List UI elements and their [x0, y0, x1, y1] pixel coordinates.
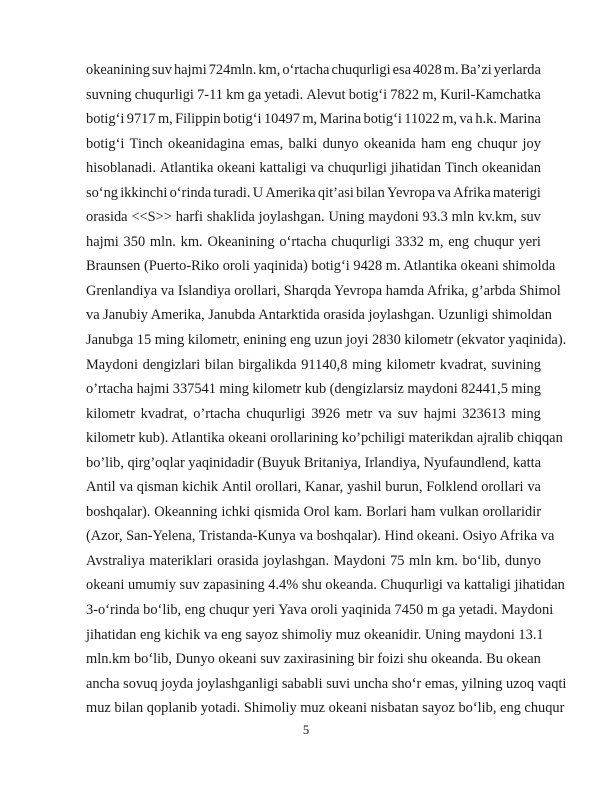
word: hajmi: [423, 405, 457, 422]
word: Ba’zi: [460, 62, 492, 78]
word: Avstraliya: [86, 552, 145, 569]
text-line: kilometr kub). Atlantika okeani orollarining ko’pchiligi materikdan ajralib chiqqan: [86, 430, 563, 447]
text-line: [86, 230, 541, 255]
word: orollaridir: [482, 503, 541, 520]
word: Yevropa: [387, 184, 436, 201]
word: materiklari: [149, 552, 213, 569]
text-line: muz bilan qoplanib yotadi. Shimoliy muz okeani nisbatan sayoz bo‘lib, eng chuqur: [86, 700, 565, 717]
word: chuqurligi: [134, 86, 194, 103]
word: birgalikda: [238, 356, 297, 373]
body-text: [86, 58, 567, 721]
word: Britaniya,: [303, 454, 362, 471]
word: (Buyuk: [257, 454, 301, 471]
word: materigi: [492, 184, 541, 201]
word: vulkan: [439, 503, 479, 520]
word: m,: [442, 111, 457, 128]
word: 337541: [172, 381, 216, 398]
word: hajmi: [136, 381, 170, 398]
word: mln: [409, 552, 432, 569]
word: va: [459, 111, 473, 128]
word: qit’asi: [317, 184, 354, 201]
word: boshqalar).: [86, 503, 151, 520]
text-line: [86, 156, 541, 181]
word: ming: [511, 405, 541, 422]
word: katta: [513, 454, 541, 471]
word: U: [252, 184, 264, 201]
word: kichik: [182, 479, 219, 496]
word: okean: [506, 651, 541, 668]
word: dengizlari: [142, 356, 201, 373]
text-line: Grenlandiya va Islandiya orollari, Sharqda Yevropa hamda Afrika, g’arbda Shimol: [86, 282, 561, 299]
text-line: okeani umumiy suv zapasining 4.4% shu okeanda. Chuqurligi va kattaligi jihatidan: [86, 577, 565, 594]
word: qirg’oqlar: [127, 454, 185, 471]
page-number: 5: [302, 723, 310, 737]
word: Irlandiya,: [364, 454, 421, 471]
word: m,: [422, 86, 437, 103]
word: dunyo: [504, 552, 541, 569]
word: ming: [219, 381, 249, 398]
word: 4028: [412, 62, 442, 78]
word: o’rtacha: [193, 405, 241, 422]
word: botig‘i: [86, 111, 125, 128]
word: m.: [443, 62, 459, 78]
word: chuqurligi: [331, 233, 391, 250]
word: yerlarda: [493, 62, 541, 78]
word: okeanida: [363, 135, 416, 152]
word: (dengizlarsiz: [329, 381, 404, 398]
word: Atlantika: [159, 160, 214, 177]
word: Kuril-Kamchatka: [440, 86, 541, 103]
word: va: [527, 479, 541, 496]
word: emas,: [250, 135, 284, 152]
word: okeanidagina: [168, 135, 245, 152]
word: Nyufaundlend,: [423, 454, 510, 471]
word: bo‘lib,: [462, 552, 501, 569]
word: ichki: [221, 503, 251, 520]
word: kilometr: [86, 405, 135, 422]
word: bo’lib,: [86, 454, 124, 471]
text-line: [86, 353, 541, 378]
text-line: (Azor, San-Yelena, Tristanda-Kunya va boshqalar). Hind okeani. Osiyo Afrika va: [86, 528, 555, 545]
word: <<S>>: [131, 209, 172, 226]
word: suv: [151, 62, 172, 78]
word: yetadi.: [264, 86, 304, 103]
word: 7822: [390, 86, 420, 103]
word: maydoni: [407, 381, 458, 398]
word: bir: [357, 651, 374, 668]
word: joylashgan.: [263, 552, 330, 569]
word: 11022: [404, 111, 440, 128]
word: m,: [302, 111, 318, 128]
word: foizi: [377, 651, 404, 668]
text-line: va Janubiy Amerika, Janubda Antarktida orasida joylashgan. Uzunligi shimoldan: [86, 307, 553, 324]
word: Kanar,: [305, 479, 344, 496]
word: kilometr: [252, 381, 302, 398]
word: 82441,5: [461, 381, 508, 398]
word: o‘rtacha: [282, 62, 330, 78]
word: suv: [520, 209, 541, 226]
word: okeani: [217, 160, 256, 177]
word: o‘rtacha: [279, 233, 327, 250]
text-line: [86, 132, 541, 157]
text-line: [86, 181, 541, 206]
text-line: [86, 402, 541, 427]
word: Marina: [499, 111, 541, 128]
word: 323613: [462, 405, 506, 422]
word: qismida: [254, 503, 300, 520]
word: jihatidan: [390, 160, 442, 177]
word: joylashgan.: [258, 209, 325, 226]
word: mln.: [149, 233, 176, 250]
word: balki: [288, 135, 318, 152]
word: maydoni: [368, 209, 419, 226]
word: bilan: [204, 356, 234, 373]
word: ming: [511, 381, 541, 398]
word: km,: [258, 62, 281, 78]
word: kattaligi: [259, 160, 307, 177]
word: shaklida: [206, 209, 255, 226]
word: o’rtacha: [86, 381, 134, 398]
word: chuqurligi: [331, 62, 391, 78]
word: hajmi: [173, 62, 207, 78]
text-line: [86, 58, 541, 83]
word: Tinch: [129, 135, 163, 152]
word: yaqinidadir: [188, 454, 254, 471]
text-line: [86, 377, 541, 402]
word: o‘rinda: [169, 184, 212, 201]
word: joy: [522, 135, 541, 152]
word: Orol: [303, 503, 330, 520]
word: km.: [180, 233, 203, 250]
word: Okeanning: [154, 503, 218, 520]
word: suv: [397, 405, 418, 422]
word: orasida: [217, 552, 259, 569]
word: hajmi: [86, 233, 119, 250]
word: ming: [352, 356, 382, 373]
word: turadi.: [213, 184, 251, 201]
word: Bu: [486, 651, 503, 668]
word: va: [378, 405, 392, 422]
word: ham: [410, 503, 436, 520]
word: Okeanining: [207, 233, 275, 250]
word: va: [119, 479, 133, 496]
word: 7-11: [197, 86, 223, 103]
text-line: [86, 107, 541, 132]
word: va: [310, 160, 324, 177]
word: bo‘lib,: [133, 651, 172, 668]
word: botig‘i: [348, 86, 388, 103]
word: okeanidan: [481, 160, 541, 177]
word: mln: [451, 209, 475, 226]
word: Amerika: [265, 184, 316, 201]
word: chuqur: [473, 233, 514, 250]
text-line: Braunsen (Puerto-Riko oroli yaqinida) botig‘i 9428 m. Atlantika okeani shimolda: [86, 258, 556, 275]
word: okeanining: [86, 62, 150, 78]
word: kam.: [333, 503, 363, 520]
word: burun,: [385, 479, 423, 496]
word: ikkinchi: [120, 184, 168, 201]
word: Filippin: [175, 111, 221, 128]
word: ga: [247, 86, 262, 103]
word: chuqurligi: [246, 405, 306, 422]
word: kvadrat,: [140, 405, 188, 422]
word: Dunyo: [175, 651, 215, 668]
word: yashil: [347, 479, 382, 496]
text-line: [86, 83, 541, 108]
word: h.k.: [475, 111, 497, 128]
word: Maydoni: [86, 356, 138, 373]
word: suv: [260, 651, 281, 668]
word: mln.km: [86, 651, 131, 668]
word: va: [437, 184, 451, 201]
word: kilometr: [386, 356, 436, 373]
word: botig‘i: [86, 135, 125, 152]
word: suvning: [86, 86, 132, 103]
word: 91140,8: [301, 356, 348, 373]
word: m,: [157, 111, 173, 128]
word: ham: [421, 135, 446, 152]
word: 724mln.: [208, 62, 257, 78]
word: 350: [123, 233, 146, 250]
word: 75: [390, 552, 405, 569]
word: 3926: [311, 405, 341, 422]
word: Antil: [86, 479, 116, 496]
word: metr: [345, 405, 373, 422]
word: okeanda.: [430, 651, 483, 668]
word: km: [226, 86, 245, 103]
word: Afrika: [453, 184, 491, 201]
word: 93.3: [422, 209, 448, 226]
word: Maydoni: [333, 552, 386, 569]
word: kv.km,: [477, 209, 517, 226]
word: bilan: [356, 184, 385, 201]
word: Folklend: [426, 479, 478, 496]
word: Antil: [221, 479, 252, 496]
word: Alevut: [306, 86, 346, 103]
word: 3332: [395, 233, 424, 250]
text-line: [86, 205, 541, 230]
word: so‘ng: [86, 184, 118, 201]
word: m,: [428, 233, 444, 250]
word: yeri: [518, 233, 541, 250]
text-line: [86, 549, 541, 574]
word: chuqur: [477, 135, 518, 152]
text-line: Janubga 15 ming kilometr, enining eng uzun joyi 2830 kilometr (ekvator yaqinida).: [86, 332, 567, 349]
word: botig‘i: [363, 111, 402, 128]
text-line: ancha sovuq joyda joylashganligi sababli suvi uncha sho‘r emas, yilning uzoq vaqti: [86, 675, 567, 692]
text-line: [86, 451, 541, 476]
word: harfi: [175, 209, 203, 226]
text-line: 3-o‘rinda bo‘lib, eng chuqur yeri Yava oroli yaqinida 7450 m ga yetadi. Maydoni: [86, 602, 554, 619]
word: hisoblanadi.: [86, 160, 156, 177]
word: 10497: [263, 111, 300, 128]
word: kub: [304, 381, 327, 398]
word: eng: [448, 233, 470, 250]
text-line: [86, 475, 541, 500]
word: okeani: [218, 651, 257, 668]
word: chuqurligi: [327, 160, 387, 177]
word: dunyo: [322, 135, 359, 152]
word: kvadrat,: [439, 356, 487, 373]
word: suvining: [491, 356, 541, 373]
word: Borlari: [366, 503, 407, 520]
word: qisman: [136, 479, 179, 496]
word: eng: [451, 135, 472, 152]
word: orasida: [86, 209, 128, 226]
word: zaxirasining: [283, 651, 355, 668]
word: orollari,: [255, 479, 302, 496]
word: 9717: [126, 111, 156, 128]
word: km.: [435, 552, 458, 569]
word: Uning: [328, 209, 365, 226]
word: shu: [407, 651, 428, 668]
text-line: [86, 500, 541, 525]
word: Marina: [319, 111, 362, 128]
word: Tinch: [444, 160, 478, 177]
word: botig‘i: [223, 111, 262, 128]
word: esa: [392, 62, 411, 78]
text-line: jihatidan eng kichik va eng sayoz shimoliy muz okeanidir. Uning maydoni 13.1: [86, 626, 544, 643]
text-line: [86, 647, 541, 672]
word: orollari: [481, 479, 524, 496]
